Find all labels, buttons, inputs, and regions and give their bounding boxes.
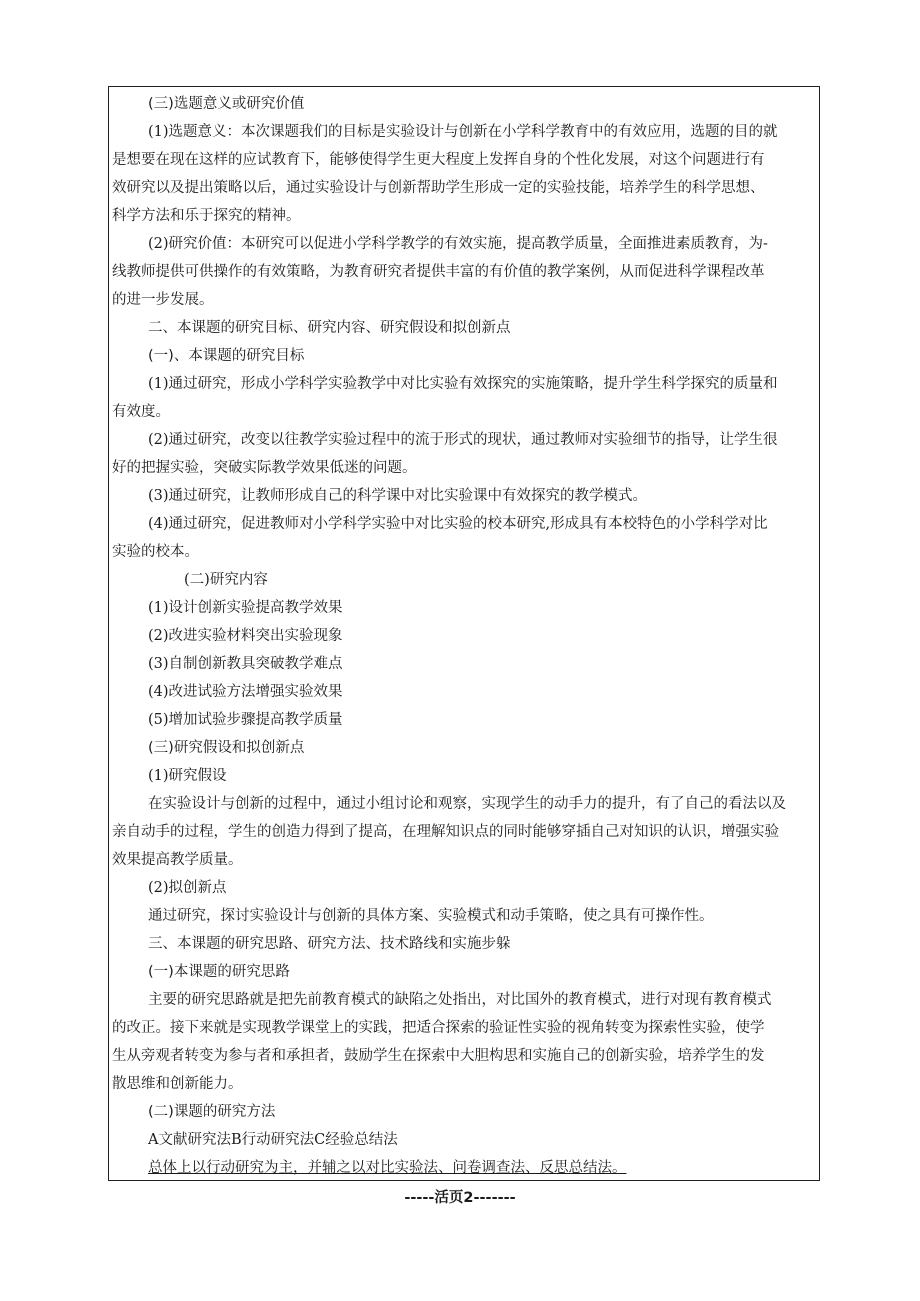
paragraph-line: (1)选题意义：本次课题我们的目标是实验设计与创新在小学科学教育中的有效应用，选题的目的就 [148,124,778,140]
paragraph-line: 好的把握实验，突破实际教学效果低迷的问题。 [112,460,417,476]
paragraph-line: (1)通过研究，形成小学科学实验教学中对比实验有效探究的实施策略，提升学生科学探究的质量和 [148,376,778,392]
subsection-heading: (一)本课题的研究思路 [148,964,290,980]
list-item: (4)改进试验方法增强实验效果 [148,684,343,700]
paragraph-line: 亲自动手的过程，学生的创造力得到了提高，在理解知识点的同时能够穿插自己对知识的认识，增强实验 [112,824,779,840]
list-item: (3)自制创新教具突破教学难点 [148,656,343,672]
paragraph-line: 通过研究，探讨实验设计与创新的具体方案、实验模式和动手策略，使之具有可操作性。 [148,908,714,924]
paragraph-line: 实验的校本。 [112,544,199,560]
subsection-heading: (二)研究内容 [184,572,268,588]
paragraph-line: (2)研究价值：本研究可以促进小学科学教学的有效实施，提高教学质量，全面推进素质教育，为- [148,236,768,252]
list-item: (2)改进实验材料突出实验现象 [148,628,343,644]
paragraph-line: 线教师提供可供操作的有效策略，为教育研究者提供丰富的有价值的教学案例，从而促进科学课程改革 [112,264,765,280]
paragraph-line: 主要的研究思路就是把先前教育模式的缺陷之处指出，对比国外的教育模式，进行对现有教育模式 [148,992,772,1008]
list-item: (1)设计创新实验提高教学效果 [148,600,343,616]
paragraph-line: A文献研究法B行动研究法C经验总结法 [148,1132,398,1148]
section-heading: 三、本课题的研究思路、研究方法、技术路线和实施步躲 [148,936,511,952]
paragraph-line: (3)通过研究，让教师形成自己的科学课中对比实验课中有效探究的教学模式。 [148,488,648,504]
paragraph-line: 总体上以行动研究为主，并辅之以对比实验法、问卷调查法、反思总结法。 [148,1160,627,1176]
paragraph-line: 效研究以及提出策略以后，通过实验设计与创新帮助学生形成一定的实验技能，培养学生的科学思想、 [112,180,765,196]
paragraph-line: 有效度。 [112,404,170,420]
paragraph-line: 是想要在现在这样的应试教育下，能够使得学生更大程度上发挥自身的个性化发展，对这个问题进行有 [112,152,765,168]
paragraph-line: (1)研究假设 [148,768,227,784]
subsection-heading: (一)、本课题的研究目标 [148,348,305,364]
paragraph-line: 散思维和创新能力。 [112,1076,243,1092]
paragraph-line: 的改正。接下来就是实现教学课堂上的实践，把适合探索的验证性实验的视角转变为探索性实验，使学 [112,1020,765,1036]
paragraph-line: (4)通过研究，促进教师对小学科学实验中对比实验的校本研究,形成具有本校特色的小学科学对比 [148,516,768,532]
section-heading: 二、本课题的研究目标、研究内容、研究假设和拟创新点 [148,320,511,336]
paragraph-line: (2)通过研究，改变以往教学实验过程中的流于形式的现状，通过教师对实验细节的指导，让学生很 [148,432,778,448]
page-footer: -----活页2------- [404,1190,516,1206]
paragraph-line: 科学方法和乐于探究的精神。 [112,208,301,224]
paragraph-line: (2)拟创新点 [148,880,227,896]
section-heading: (三)选题意义或研究价值 [148,96,305,112]
paragraph-line: 效果提高教学质量。 [112,852,243,868]
subsection-heading: (二)课题的研究方法 [148,1104,276,1120]
subsection-heading: (三)研究假设和拟创新点 [148,740,305,756]
paragraph-line: 的进一步发展。 [112,292,214,308]
list-item: (5)增加试验步骤提高教学质量 [148,712,343,728]
paragraph-line: 在实验设计与创新的过程中，通过小组讨论和观察，实现学生的动手力的提升，有了自己的看法以及 [148,796,786,812]
paragraph-line: 生从旁观者转变为参与者和承担者，鼓励学生在探索中大胆构思和实施自己的创新实验，培养学生的发 [112,1048,765,1064]
